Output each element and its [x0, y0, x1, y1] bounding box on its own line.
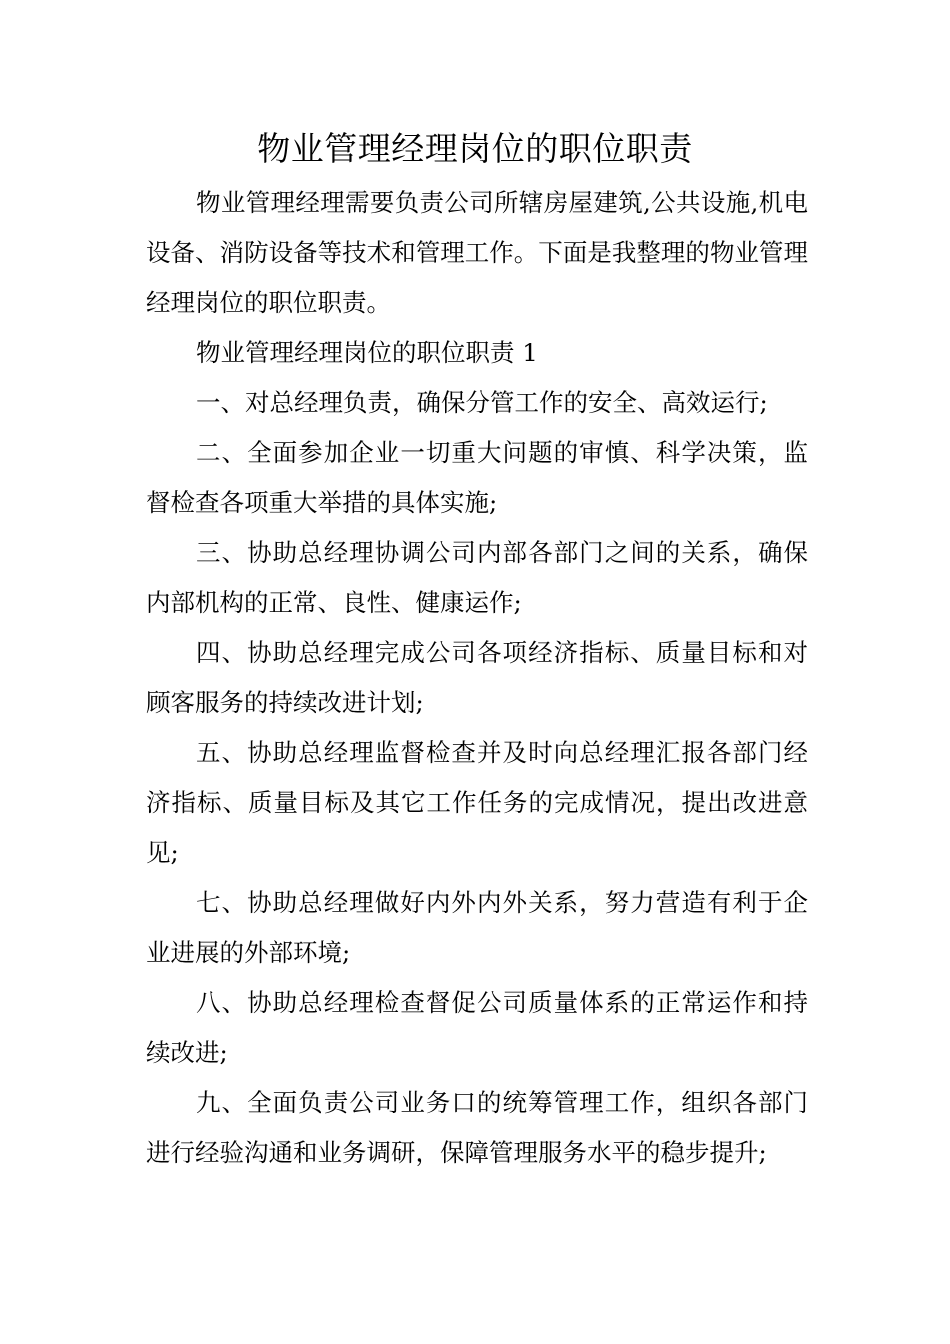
duty-item-3: 三、协助总经理协调公司内部各部门之间的关系，确保内部机构的正常、良性、健康运作;	[146, 538, 808, 617]
duty-item-8: 八、协助总经理检查督促公司质量体系的正常运作和持续改进;	[146, 988, 808, 1067]
duty-item-5: 五、协助总经理监督检查并及时向总经理汇报各部门经济指标、质量目标及其它工作任务的完成情况，提出改进意见;	[146, 738, 808, 867]
intro-paragraph: 物业管理经理需要负责公司所辖房屋建筑,公共设施,机电设备、消防设备等技术和管理工作。下面是我整理的物业管理经理岗位的职位职责。	[146, 188, 808, 317]
duty-item-1: 一、对总经理负责，确保分管工作的安全、高效运行;	[196, 388, 768, 417]
section-heading: 物业管理经理岗位的职位职责 1	[196, 338, 538, 367]
duty-item-4: 四、协助总经理完成公司各项经济指标、质量目标和对顾客服务的持续改进计划;	[146, 638, 808, 717]
duty-item-7: 七、协助总经理做好内外内外关系，努力营造有利于企业进展的外部环境;	[146, 888, 808, 967]
duty-item-9: 九、全面负责公司业务口的统筹管理工作，组织各部门进行经验沟通和业务调研，保障管理服务水平的稳步提升;	[146, 1088, 808, 1167]
document-body	[146, 178, 808, 1178]
document-title: 物业管理经理岗位的职位职责	[257, 129, 693, 168]
duty-item-2: 二、全面参加企业一切重大问题的审慎、科学决策，监督检查各项重大举措的具体实施;	[146, 438, 808, 517]
